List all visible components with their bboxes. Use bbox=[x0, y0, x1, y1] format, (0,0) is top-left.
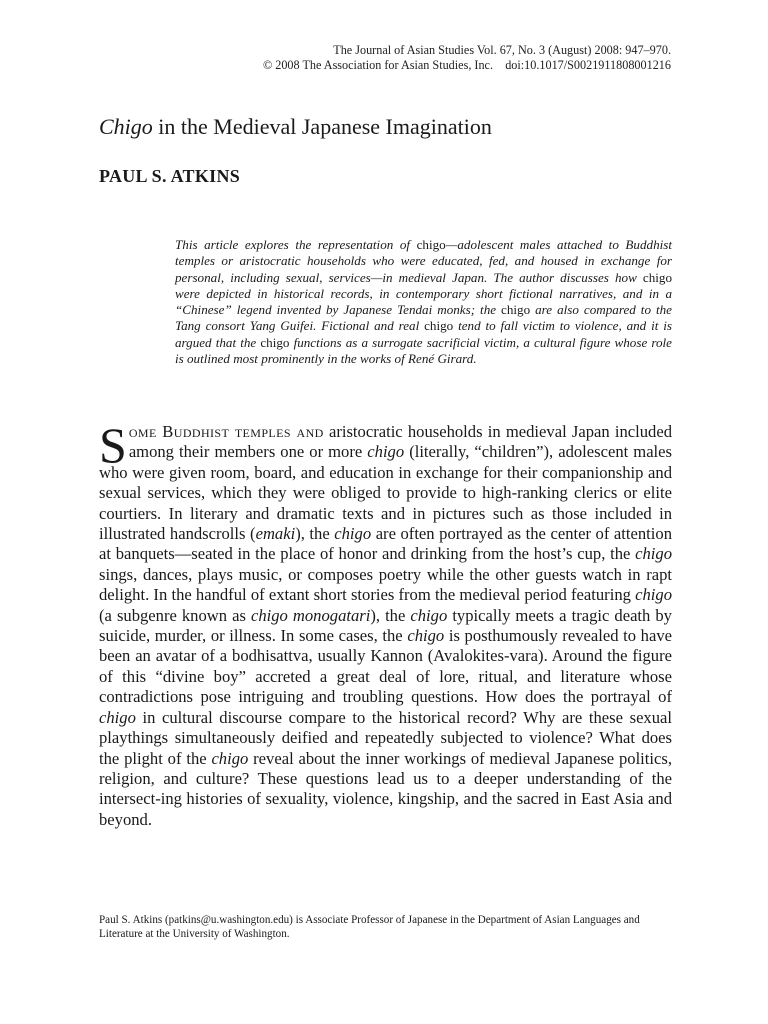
opening-small-caps: ome Buddhist temples and bbox=[128, 422, 324, 441]
author-name: PAUL S. ATKINS bbox=[99, 166, 241, 186]
body-text: (a subgenre known as bbox=[99, 605, 251, 625]
body-term: chigo bbox=[99, 707, 136, 727]
article-title-italic: Chigo bbox=[99, 114, 153, 139]
abstract-text: were depicted in historical records, in contemporary short fictional narratives, and in a “Chinese” legend invented by Japanese Tendai monks; the bbox=[175, 285, 672, 318]
body-term: chigo bbox=[367, 442, 405, 462]
abstract-term: chigo bbox=[260, 334, 290, 350]
body-term: chigo bbox=[211, 748, 249, 768]
body-term: chigo bbox=[407, 626, 445, 646]
abstract-term: chigo bbox=[501, 302, 531, 318]
body-text: is posthumously revealed to have been an avatar of a bodhisattva, usually Kannon (Avalokites-vara). Around the figure of this “divine boy” accreted a great deal of lore, ritual, and literature whose contradictions pose intriguing and troubling questions. How does the portrayal of bbox=[99, 626, 673, 707]
body-text: aristocratic households in medieval Japan included among their members one or more bbox=[128, 422, 673, 462]
article-title bbox=[99, 113, 492, 141]
body-term: chigo bbox=[635, 585, 672, 605]
abstract-term: chigo bbox=[642, 269, 672, 285]
body-text: typically meets a tragic death by suicide, murder, or illness. In some cases, the bbox=[99, 605, 672, 646]
article-title-rest: in the Medieval Japanese Imagination bbox=[152, 114, 492, 139]
copyright-doi: © 2008 The Association for Asian Studies, Inc. doi:10.1017/S0021911808001216 bbox=[262, 58, 671, 72]
body-paragraph bbox=[99, 417, 673, 830]
abstract-text: tend to fall victim to violence, and it is argued that the bbox=[175, 318, 672, 350]
body-text: ), the bbox=[370, 605, 411, 625]
body-text: in cultural discourse compare to the historical record? Why are these sexual playthings simultaneously deified and repeatedly subjected to violence? What does the plight of the bbox=[99, 707, 672, 768]
body-term: emaki bbox=[255, 524, 296, 544]
body-text: sings, dances, plays music, or composes poetry while the other guests watch in rapt delight. In the handful of extant short stories from the medieval period featuring bbox=[99, 564, 672, 605]
body-term: chigo monogatari bbox=[250, 605, 371, 625]
abstract-term: chigo bbox=[424, 318, 454, 334]
abstract-text: functions as a surrogate sacrificial victim, a cultural figure whose role is outlined most prominently in the works of René Girard. bbox=[175, 334, 672, 367]
body-term: chigo bbox=[635, 544, 672, 564]
abstract bbox=[175, 237, 672, 367]
abstract-text: are also compared to the Tang consort Yang Guifei. Fictional and real bbox=[175, 302, 672, 334]
body-text: reveal about the inner workings of medieval Japanese politics, religion, and culture? These questions lead us to a deeper understanding of the intersect-ing histories of sexuality, violence, kingship, and the sacred in East Asia and beyond. bbox=[99, 748, 672, 829]
body-term: chigo bbox=[410, 605, 448, 625]
abstract-term: chigo bbox=[416, 237, 446, 252]
journal-citation: The Journal of Asian Studies Vol. 67, No. 3 (August) 2008: 947–970. bbox=[333, 43, 671, 57]
drop-cap: S bbox=[99, 417, 127, 473]
journal-header bbox=[263, 43, 671, 73]
abstract-text: This article explores the representation of bbox=[175, 237, 417, 252]
body-text: are often portrayed as the center of attention at banquets—seated in the place of honor and drinking from the host’s cup, the bbox=[99, 524, 672, 564]
body-term: chigo bbox=[334, 524, 372, 544]
abstract-text: —adolescent males attached to Buddhist temples or aristocratic households who were educated, fed, and housed in exchange for personal, including sexual, services—in medieval Japan. The author discusses how bbox=[175, 237, 672, 285]
body-text: ), the bbox=[295, 524, 335, 544]
author-footnote: Paul S. Atkins (patkins@u.washington.edu) is Associate Professor of Japanese in the Department of Asian Languages and Literature at the University of Washington. bbox=[99, 914, 640, 940]
body-text: (literally, “children”), adolescent males who were given room, board, and education in exchange for their companionship and sexual services, which they were obliged to provide to high-ranking clerics or elite courtiers. In literary and dramatic texts and in pictures such as those included in illustrated handscrolls ( bbox=[99, 442, 672, 544]
